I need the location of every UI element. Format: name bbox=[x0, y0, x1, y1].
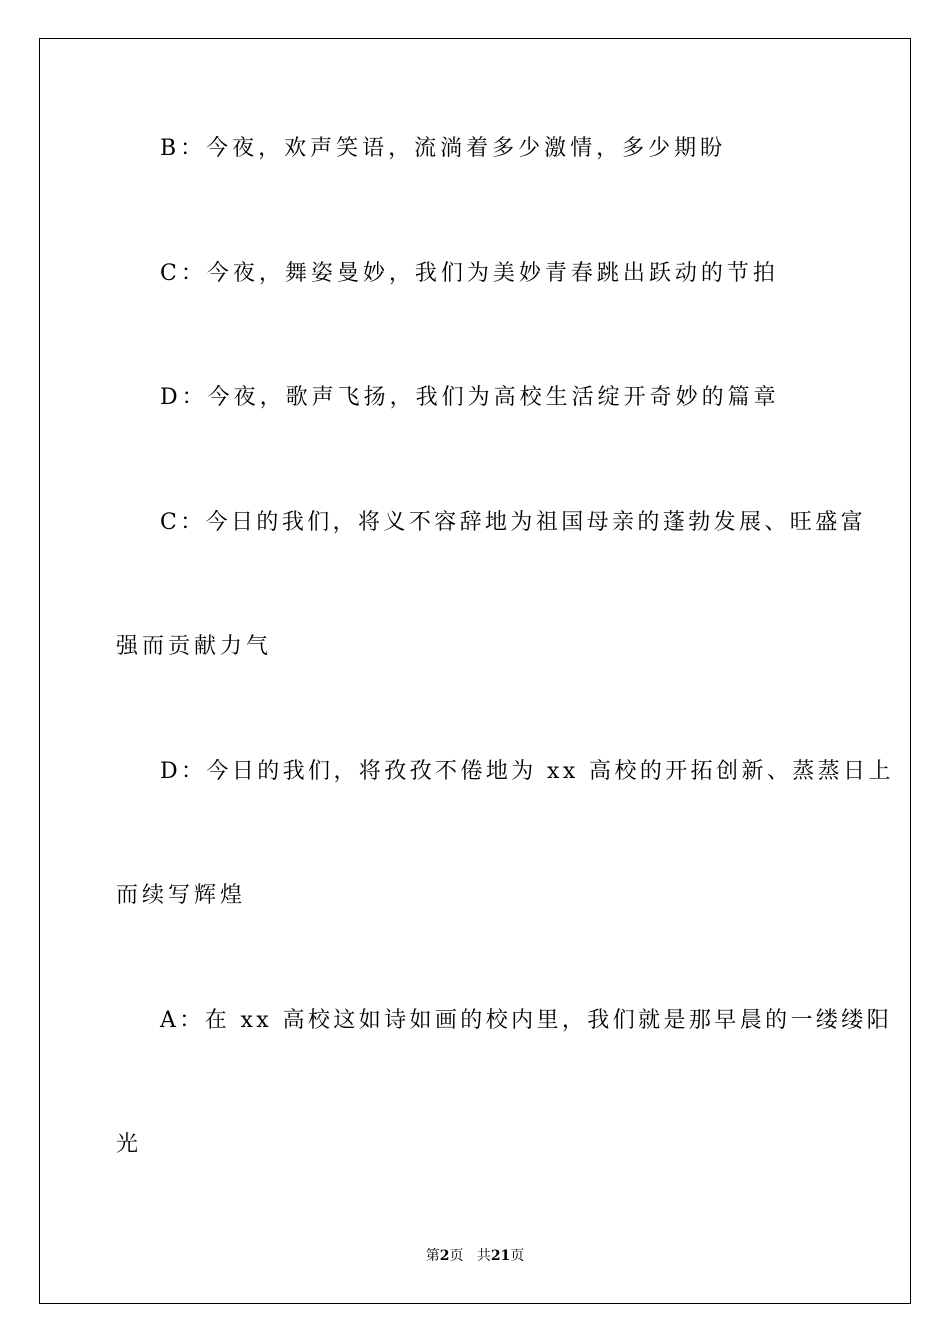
text-line-8: A：在 xx 高校这如诗如画的校内里，我们就是那早晨的一缕缕阳 bbox=[160, 1008, 893, 1033]
text-line-6: D：今日的我们，将孜孜不倦地为 xx 高校的开拓创新、蒸蒸日上 bbox=[160, 759, 894, 784]
footer-page-number: 2 bbox=[439, 1248, 450, 1264]
page-footer bbox=[0, 1246, 950, 1266]
text-line-2: C：今夜，舞姿曼妙，我们为美妙青春跳出跃动的节拍 bbox=[160, 261, 779, 286]
text-line-9: 光 bbox=[116, 1132, 143, 1157]
text-line-3: D：今夜，歌声飞扬，我们为高校生活绽开奇妙的篇章 bbox=[160, 385, 780, 410]
footer-total-suffix: 页 bbox=[510, 1248, 525, 1264]
text-line-5: 强而贡献力气 bbox=[116, 634, 273, 659]
footer-page-prefix: 第 bbox=[425, 1248, 440, 1264]
footer-total-pages: 21 bbox=[490, 1248, 511, 1264]
footer-page-suffix: 页 bbox=[449, 1248, 464, 1264]
text-line-7: 而续写辉煌 bbox=[116, 883, 247, 908]
page-frame bbox=[39, 38, 911, 1304]
text-line-4: C：今日的我们，将义不容辞地为祖国母亲的蓬勃发展、旺盛富 bbox=[160, 510, 867, 535]
text-line-1: B：今夜，欢声笑语，流淌着多少激情，多少期盼 bbox=[160, 136, 727, 161]
footer-total-prefix: 共 bbox=[476, 1248, 491, 1264]
